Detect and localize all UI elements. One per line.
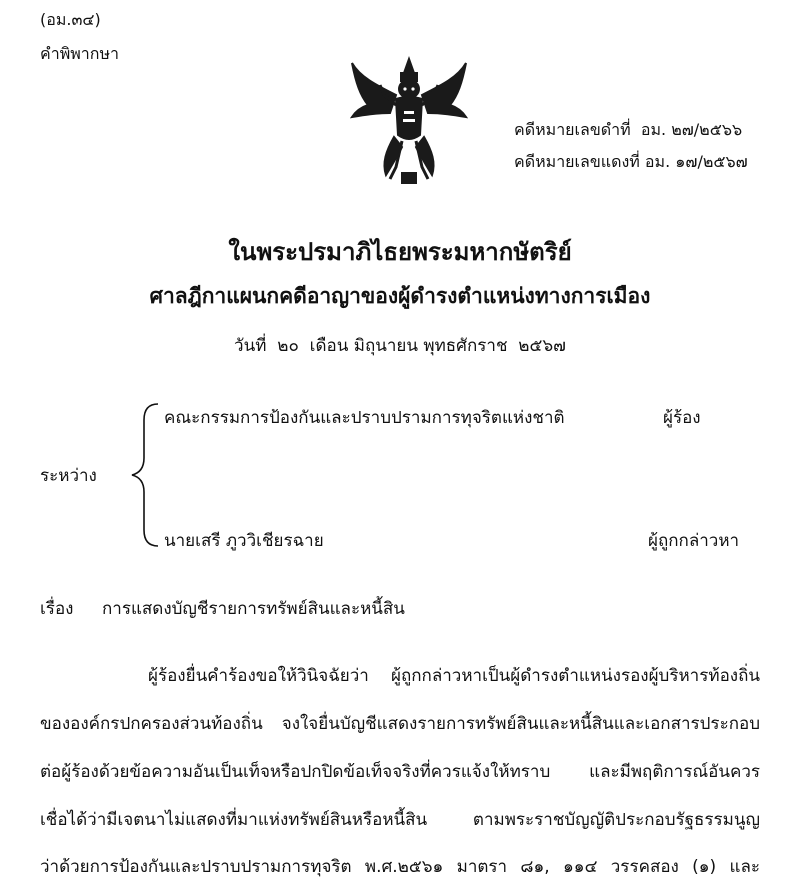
- body-line-3: ต่อผู้ร้องด้วยข้อความอันเป็นเท็จหรือปกปิดข้อเท็จจริงที่ควรแจ้งให้ทราบ และมีพฤติการณ์อันควร: [40, 762, 760, 782]
- date-day-label: วันที่: [234, 336, 267, 356]
- date-month: มิถุนายน: [353, 336, 418, 356]
- plaintiff-role: ผู้ร้อง: [663, 408, 701, 428]
- doc-type: คำพิพากษา: [40, 44, 119, 63]
- form-code: (อม.๓๔): [40, 10, 101, 29]
- black-case-number: [514, 118, 742, 143]
- title-royal: ในพระปรมาภิไธยพระมหากษัตริย์: [228, 238, 572, 266]
- subject-text: การแสดงบัญชีรายการทรัพย์สินและหนี้สิน: [102, 599, 405, 619]
- red-case-label: คดีหมายเลขแดงที่: [514, 152, 640, 171]
- date-year: ๒๕๖๗: [518, 336, 566, 356]
- body-line-2: ขององค์กรปกครองส่วนท้องถิ่น จงใจยื่นบัญชีแสดงรายการทรัพย์สินและหนี้สินและเอกสารประกอบ: [40, 714, 760, 734]
- judgment-date: [0, 332, 800, 359]
- date-year-label: พุทธศักราช: [423, 336, 508, 356]
- subject-label: เรื่อง: [40, 599, 74, 619]
- parties-brace: [128, 400, 162, 550]
- red-case-number: [514, 150, 748, 175]
- plaintiff-name: คณะกรรมการป้องกันและปราบปรามการทุจริตแห่งชาติ: [164, 408, 565, 428]
- body-line-4: เชื่อได้ว่ามีเจตนาไม่แสดงที่มาแห่งทรัพย์สินหรือหนี้สิน ตามพระราชบัญญัติประกอบรัฐธรรมนูญ: [40, 810, 760, 830]
- title-court: ศาลฎีกาแผนกคดีอาญาของผู้ดำรงตำแหน่งทางการเมือง: [149, 284, 651, 308]
- defendant-role: ผู้ถูกกล่าวหา: [648, 531, 740, 551]
- between-label: ระหว่าง: [40, 466, 97, 486]
- body-line-5: ว่าด้วยการป้องกันและปราบปรามการทุจริต พ.ศ.๒๕๖๑ มาตรา ๘๑, ๑๑๔ วรรคสอง (๑) และ: [40, 857, 760, 877]
- black-case-value: อม. ๒๗/๒๕๖๖: [640, 120, 743, 139]
- body-line-1: ผู้ร้องยื่นคำร้องขอให้วินิจฉัยว่า ผู้ถูกกล่าวหาเป็นผู้ดำรงตำแหน่งรองผู้บริหารท้องถิ่น: [148, 666, 760, 686]
- garuda-emblem-icon: [346, 55, 472, 185]
- defendant-name: นายเสรี ภูววิเชียรฉาย: [164, 531, 324, 551]
- date-month-label: เดือน: [309, 336, 349, 356]
- date-day: ๒๐: [277, 336, 299, 356]
- red-case-value: อม. ๑๗/๒๕๖๗: [644, 152, 748, 171]
- black-case-label: คดีหมายเลขดำที่: [514, 120, 631, 139]
